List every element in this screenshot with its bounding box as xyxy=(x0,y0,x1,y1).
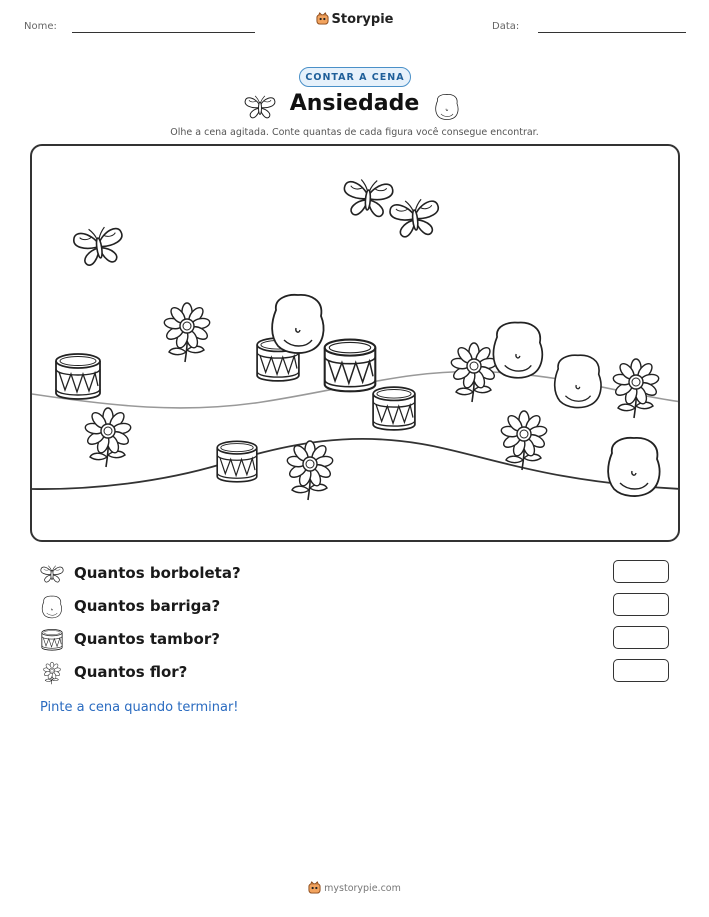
question-row-2 xyxy=(40,593,670,619)
footer-url[interactable]: mystorypie.com xyxy=(324,883,401,894)
belly-icon xyxy=(40,595,64,619)
question-text: Quantos flor? xyxy=(74,663,188,681)
flower-6 xyxy=(612,359,659,418)
answer-box-flower[interactable] xyxy=(613,659,669,682)
footer xyxy=(0,881,709,894)
belly-4 xyxy=(608,438,659,496)
flower-4 xyxy=(450,343,497,402)
flower-5 xyxy=(500,411,547,470)
belly-3 xyxy=(555,355,601,407)
activity-badge: CONTAR A CENA xyxy=(299,67,411,87)
brand-name: Storypie xyxy=(331,12,394,27)
name-line[interactable] xyxy=(72,32,255,33)
question-text: Quantos tambor? xyxy=(74,630,220,648)
question-text: Quantos borboleta? xyxy=(74,564,241,582)
question-row-4 xyxy=(40,659,670,685)
storypie-footer-icon xyxy=(308,881,321,894)
page-title: Ansiedade xyxy=(289,91,420,116)
butterfly-icon xyxy=(40,562,64,586)
butterfly-2 xyxy=(343,178,394,217)
instructions: Olhe a cena agitada. Conte quantas de cada figura você consegue encontrar. xyxy=(170,127,539,138)
hill-line-front xyxy=(32,439,680,489)
butterfly-1 xyxy=(73,225,126,267)
storypie-logo-icon xyxy=(316,12,329,25)
question-row-1 xyxy=(40,560,670,586)
drum-3 xyxy=(325,340,376,392)
drum-4 xyxy=(373,387,415,430)
title-belly-icon xyxy=(434,93,460,121)
date-label: Data: xyxy=(492,21,520,32)
flower-2 xyxy=(84,408,131,467)
question-text: Quantos barriga? xyxy=(74,597,221,615)
drum-1 xyxy=(56,354,100,399)
answer-box-drum[interactable] xyxy=(613,626,669,649)
date-line[interactable] xyxy=(538,32,686,33)
scene-illustration xyxy=(32,146,680,542)
flower-1 xyxy=(163,303,210,362)
drum-icon xyxy=(40,628,64,652)
name-label: Nome: xyxy=(24,21,57,32)
butterfly-3 xyxy=(389,198,441,239)
brand-logo xyxy=(0,12,709,27)
flower-3 xyxy=(286,441,333,500)
color-instruction: Pinte a cena quando terminar! xyxy=(40,700,239,715)
belly-1 xyxy=(272,295,323,353)
question-row-3 xyxy=(40,626,670,652)
scene-panel xyxy=(30,144,680,542)
flower-icon xyxy=(40,661,64,685)
drum-5 xyxy=(217,441,257,482)
answer-box-butterfly[interactable] xyxy=(613,560,669,583)
belly-2 xyxy=(493,323,542,378)
answer-box-belly[interactable] xyxy=(613,593,669,616)
